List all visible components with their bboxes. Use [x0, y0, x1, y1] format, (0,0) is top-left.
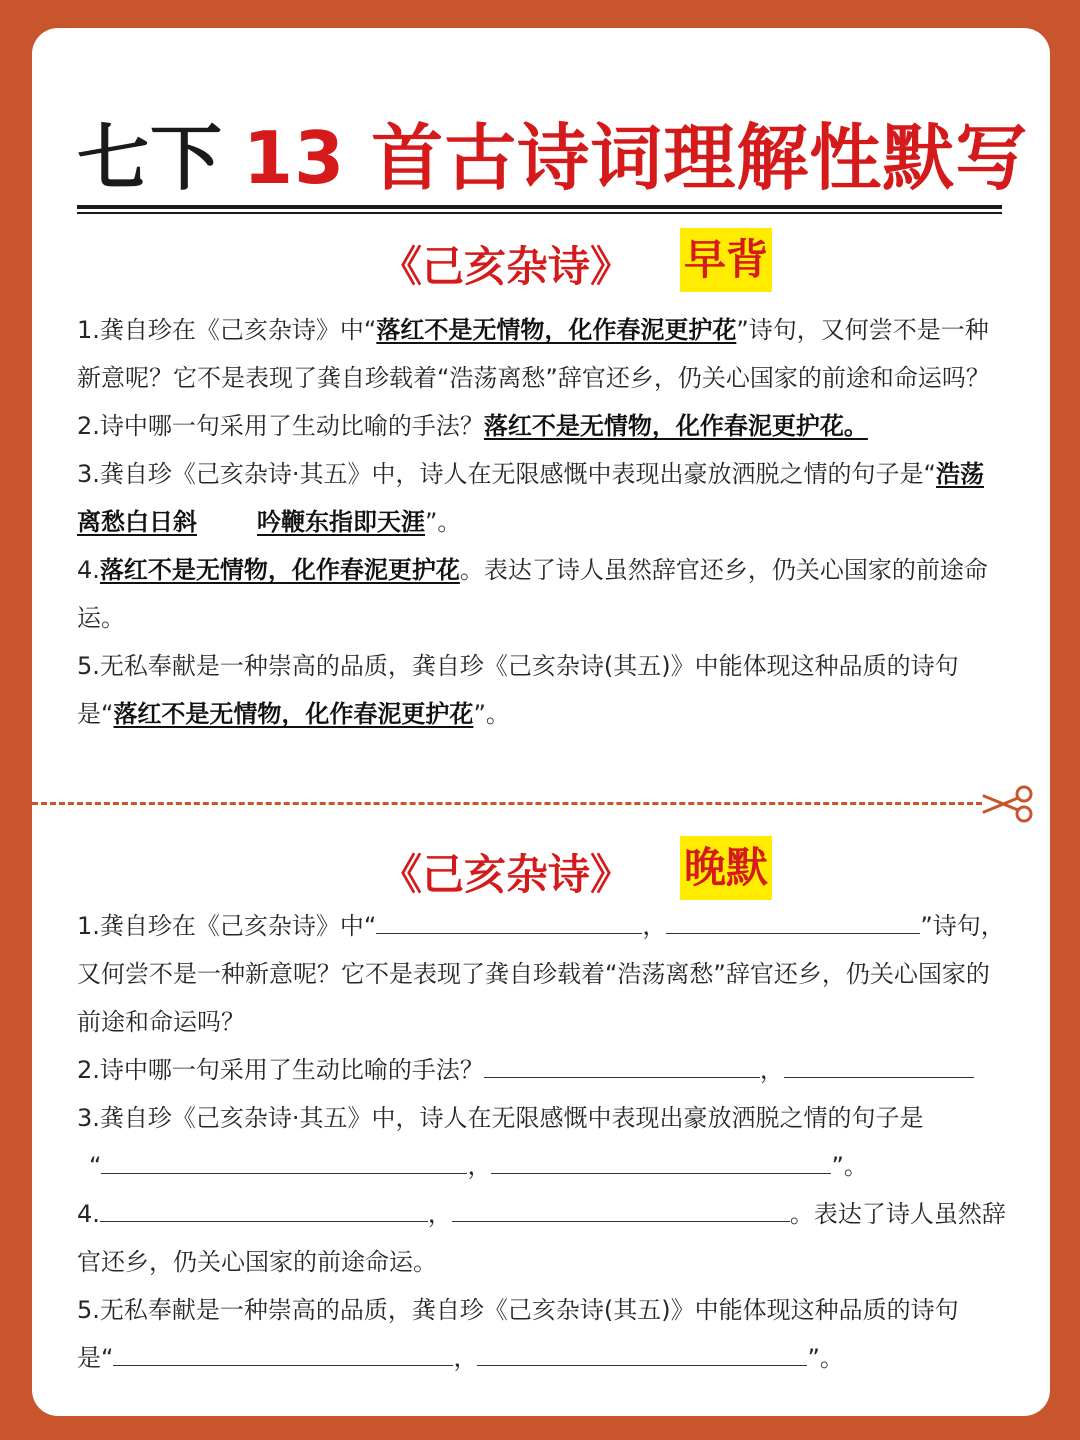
title-underline [77, 205, 1002, 209]
question-4: 4.落红不是无情物，化作春泥更护花。表达了诗人虽然辞官还乡，仍关心国家的前途命运。 [77, 556, 988, 632]
scissors-icon [980, 784, 1038, 824]
worksheet-card [32, 28, 1050, 1416]
question-1: 1.龚自珍在《己亥杂诗》中“落红不是无情物，化作春泥更护花”诗句，又何尝不是一种新意呢？它不是表现了龚自珍载着“浩荡离愁”辞官还乡，仍关心国家的前途和命运吗？ [77, 316, 990, 392]
blank[interactable] [477, 1335, 807, 1366]
cut-line [32, 802, 982, 805]
blank[interactable] [113, 1335, 453, 1366]
blank[interactable] [376, 903, 642, 934]
question-3: 3.龚自珍《己亥杂诗·其五》中，诗人在无限感慨中表现出豪放洒脱之情的句子是“浩荡离愁白日斜 吟鞭东指即天涯”。 [77, 460, 984, 536]
answer: 吟鞭东指即天涯 [257, 508, 425, 536]
question-5: 5.无私奉献是一种崇高的品质，龚自珍《己亥杂诗(其五)》中能体现这种品质的诗句 是“ ， ”。 [77, 1296, 959, 1372]
answer: 落红不是无情物，化作春泥更护花。 [483, 412, 868, 440]
title-underline-thin [77, 212, 1002, 214]
answer: 落红不是无情物，化作春泥更护花 [113, 700, 474, 728]
morning-section-header [32, 228, 1050, 294]
blank[interactable] [101, 1143, 467, 1174]
poem-title: 《己亥杂诗》 [380, 242, 633, 291]
question-5: 5.无私奉献是一种崇高的品质，龚自珍《己亥杂诗(其五)》中能体现这种品质的诗句是“落红不是无情物，化作春泥更护花”。 [77, 652, 959, 728]
morning-tag: 早背 [680, 228, 772, 292]
answer: 浩荡离愁白日斜 [77, 460, 984, 536]
evening-section-header [32, 836, 1050, 902]
question-1: 1.龚自珍在《己亥杂诗》中“ ， ”诗句，又何尝不是一种新意呢？它不是表现了龚自珍载着“浩荡离愁”辞官还乡，仍关心国家的前途和命运吗？ [77, 902, 1007, 1046]
page-title [77, 116, 1029, 200]
title-topic: 13 首古诗词理解性默写 [243, 116, 1029, 200]
poem-title: 《己亥杂诗》 [380, 850, 633, 899]
blank[interactable] [666, 903, 920, 934]
evening-questions [77, 902, 1007, 1382]
blank[interactable] [452, 1191, 790, 1222]
question-2: 2.诗中哪一句采用了生动比喻的手法？ ， [77, 1046, 1007, 1094]
answer: 落红不是无情物，化作春泥更护花 [99, 556, 460, 584]
blank[interactable] [491, 1143, 831, 1174]
question-3: 3.龚自珍《己亥杂诗·其五》中，诗人在无限感慨中表现出豪放洒脱之情的句子是 “ ， ”。 [77, 1104, 924, 1180]
title-grade: 七下 [77, 116, 224, 200]
question-2: 2.诗中哪一句采用了生动比喻的手法？落红不是无情物，化作春泥更护花。 [77, 412, 868, 440]
blank[interactable] [484, 1047, 760, 1078]
blank[interactable] [100, 1191, 428, 1222]
evening-tag: 晚默 [680, 836, 772, 900]
question-4: 4. ， 。表达了诗人虽然辞官还乡，仍关心国家的前途命运。 [77, 1190, 1007, 1286]
answer: 落红不是无情物，化作春泥更护花 [376, 316, 737, 344]
blank[interactable] [784, 1047, 974, 1078]
morning-questions [77, 306, 1007, 738]
